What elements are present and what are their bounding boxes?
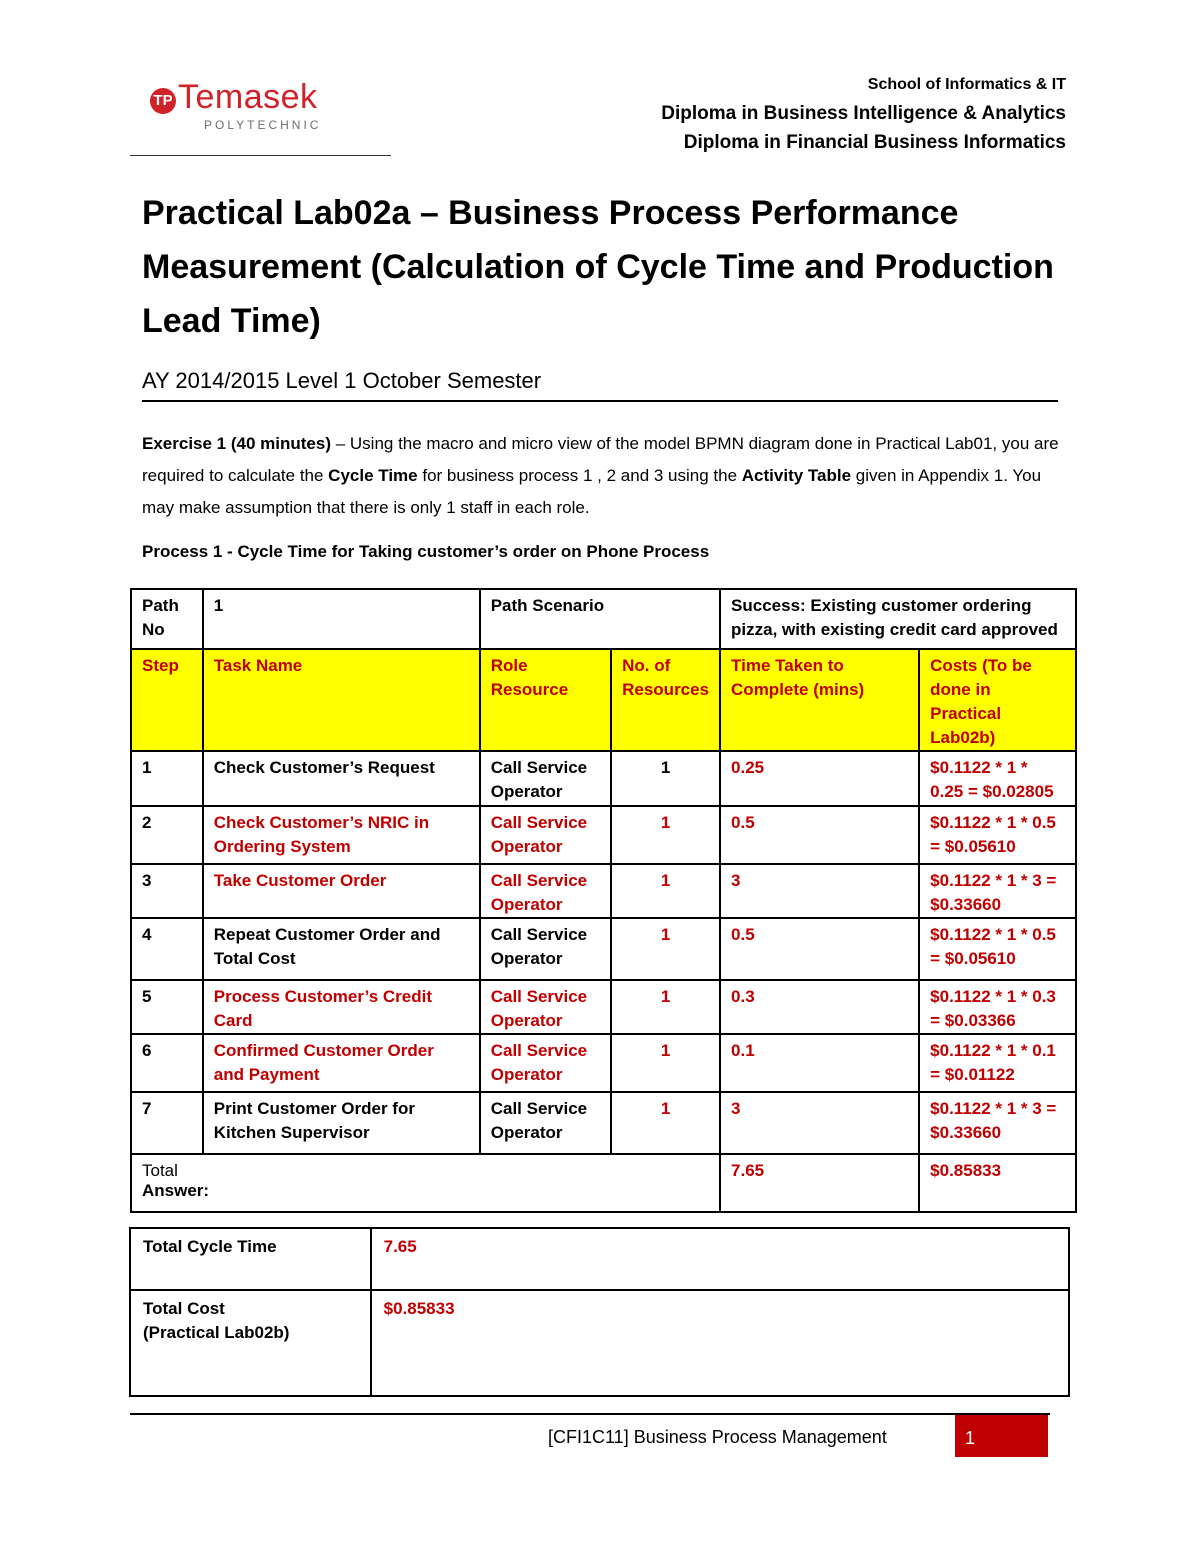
header-step: Step: [131, 649, 203, 751]
header-costs: Costs (To be done in Practical Lab02b): [919, 649, 1076, 751]
temasek-logo: [150, 78, 390, 134]
process-heading: Process 1 - Cycle Time for Taking customer’s order on Phone Process: [142, 542, 710, 561]
path-no-label: Path No: [131, 589, 203, 649]
exercise-paragraph: [142, 428, 1060, 524]
exercise-label: Exercise 1 (40 minutes): [142, 434, 331, 453]
row-num: 1: [611, 751, 720, 806]
diploma-1: Diploma in Business Intelligence & Analytics: [661, 103, 1066, 124]
row-step: 3: [131, 864, 203, 918]
answer-table: [129, 1227, 1070, 1397]
row-task: Process Customer’s Credit Card: [203, 980, 480, 1034]
logo-divider: [130, 155, 391, 156]
path-row: [131, 589, 1076, 649]
total-cost: $0.85833: [919, 1154, 1076, 1212]
row-num: 1: [611, 918, 720, 980]
logo-subtitle: POLYTECHNIC: [204, 118, 322, 132]
answer-label: Answer:: [142, 1181, 210, 1200]
row-role: Call Service Operator: [480, 806, 611, 864]
header-role-resource: Role Resource: [480, 649, 611, 751]
row-step: 5: [131, 980, 203, 1034]
row-time: 0.5: [720, 806, 919, 864]
row-step: 2: [131, 806, 203, 864]
row-num: 1: [611, 1092, 720, 1154]
exercise-bold-1: Cycle Time: [328, 466, 418, 485]
exercise-text-2: for business process 1 , 2 and 3 using the: [417, 466, 742, 485]
row-step: 1: [131, 751, 203, 806]
total-label: Total: [131, 1154, 720, 1212]
answer-row-cost: [130, 1290, 1069, 1396]
table-row: [131, 980, 1076, 1034]
row-cost: $0.1122 * 1 * 0.5 = $0.05610: [919, 806, 1076, 864]
exercise-text-1: – Using the macro and micro view of the model BPMN diagram done in Practical Lab01, you are required to calculate the: [142, 434, 1059, 485]
page-title: Practical Lab02a – Business Process Performance Measurement (Calculation of Cycle Time and Production Lead Time): [142, 194, 1054, 340]
exercise-text-3: given in Appendix 1. You may make assumption that there is only 1 staff in each role.: [142, 466, 1042, 517]
page-number: 1: [955, 1415, 1048, 1457]
logo-name: Temasek: [178, 78, 318, 116]
row-cost: $0.1122 * 1 * 0.25 = $0.02805: [919, 751, 1076, 806]
total-cost-cell: [130, 1290, 371, 1396]
cycle-time-value: 7.65: [371, 1228, 1069, 1290]
page-subtitle: AY 2014/2015 Level 1 October Semester: [142, 368, 542, 393]
row-task: Print Customer Order for Kitchen Supervisor: [203, 1092, 480, 1154]
row-task: Check Customer’s Request: [203, 751, 480, 806]
row-role: Call Service Operator: [480, 918, 611, 980]
row-num: 1: [611, 806, 720, 864]
table-row: [131, 751, 1076, 806]
table-row: [131, 1092, 1076, 1154]
row-num: 1: [611, 980, 720, 1034]
row-step: 6: [131, 1034, 203, 1092]
header-task-name: Task Name: [203, 649, 480, 751]
row-time: 3: [720, 864, 919, 918]
table-row: [131, 864, 1076, 918]
row-step: 7: [131, 1092, 203, 1154]
row-num: 1: [611, 1034, 720, 1092]
row-role: Call Service Operator: [480, 1034, 611, 1092]
header-num-resources: No. of Resources: [611, 649, 720, 751]
row-step: 4: [131, 918, 203, 980]
footer-course: [CFI1C11] Business Process Management: [548, 1427, 887, 1447]
row-cost: $0.1122 * 1 * 3 = $0.33660: [919, 864, 1076, 918]
row-num: 1: [611, 864, 720, 918]
row-time: 0.3: [720, 980, 919, 1034]
logo-emblem-icon: TP: [150, 88, 176, 114]
table-row: [131, 918, 1076, 980]
row-task: Take Customer Order: [203, 864, 480, 918]
row-role: Call Service Operator: [480, 980, 611, 1034]
row-time: 0.1: [720, 1034, 919, 1092]
total-cost-value: $0.85833: [371, 1290, 1069, 1396]
school-name: School of Informatics & IT: [867, 76, 1066, 93]
row-time: 0.25: [720, 751, 919, 806]
path-scenario-label: Path Scenario: [480, 589, 720, 649]
row-cost: $0.1122 * 1 * 0.3 = $0.03366: [919, 980, 1076, 1034]
diploma-2: Diploma in Financial Business Informatics: [683, 132, 1066, 153]
path-scenario-value: Success: Existing customer ordering pizza, with existing credit card approved: [720, 589, 1076, 649]
exercise-bold-2: Activity Table: [741, 466, 852, 485]
total-cost-label: Total Cost: [143, 1299, 225, 1318]
path-no-value: 1: [203, 589, 480, 649]
header-time-taken: Time Taken to Complete (mins): [720, 649, 919, 751]
row-role: Call Service Operator: [480, 751, 611, 806]
table-row: [131, 806, 1076, 864]
row-cost: $0.1122 * 1 * 0.5 = $0.05610: [919, 918, 1076, 980]
row-time: 0.5: [720, 918, 919, 980]
total-cost-sub: (Practical Lab02b): [143, 1323, 290, 1342]
row-task: Confirmed Customer Order and Payment: [203, 1034, 480, 1092]
footer-divider: [130, 1413, 1050, 1415]
answer-row-cycle: [130, 1228, 1069, 1290]
row-role: Call Service Operator: [480, 864, 611, 918]
activity-table: [130, 588, 1077, 1213]
row-role: Call Service Operator: [480, 1092, 611, 1154]
row-cost: $0.1122 * 1 * 0.1 = $0.01122: [919, 1034, 1076, 1092]
row-task: Check Customer’s NRIC in Ordering System: [203, 806, 480, 864]
row-cost: $0.1122 * 1 * 3 = $0.33660: [919, 1092, 1076, 1154]
table-header-row: [131, 649, 1076, 751]
total-time: 7.65: [720, 1154, 919, 1212]
row-time: 3: [720, 1092, 919, 1154]
total-row: [131, 1154, 1076, 1212]
table-row: [131, 1034, 1076, 1092]
cycle-time-label: Total Cycle Time: [130, 1228, 371, 1290]
title-divider: [142, 400, 1058, 402]
row-task: Repeat Customer Order and Total Cost: [203, 918, 480, 980]
